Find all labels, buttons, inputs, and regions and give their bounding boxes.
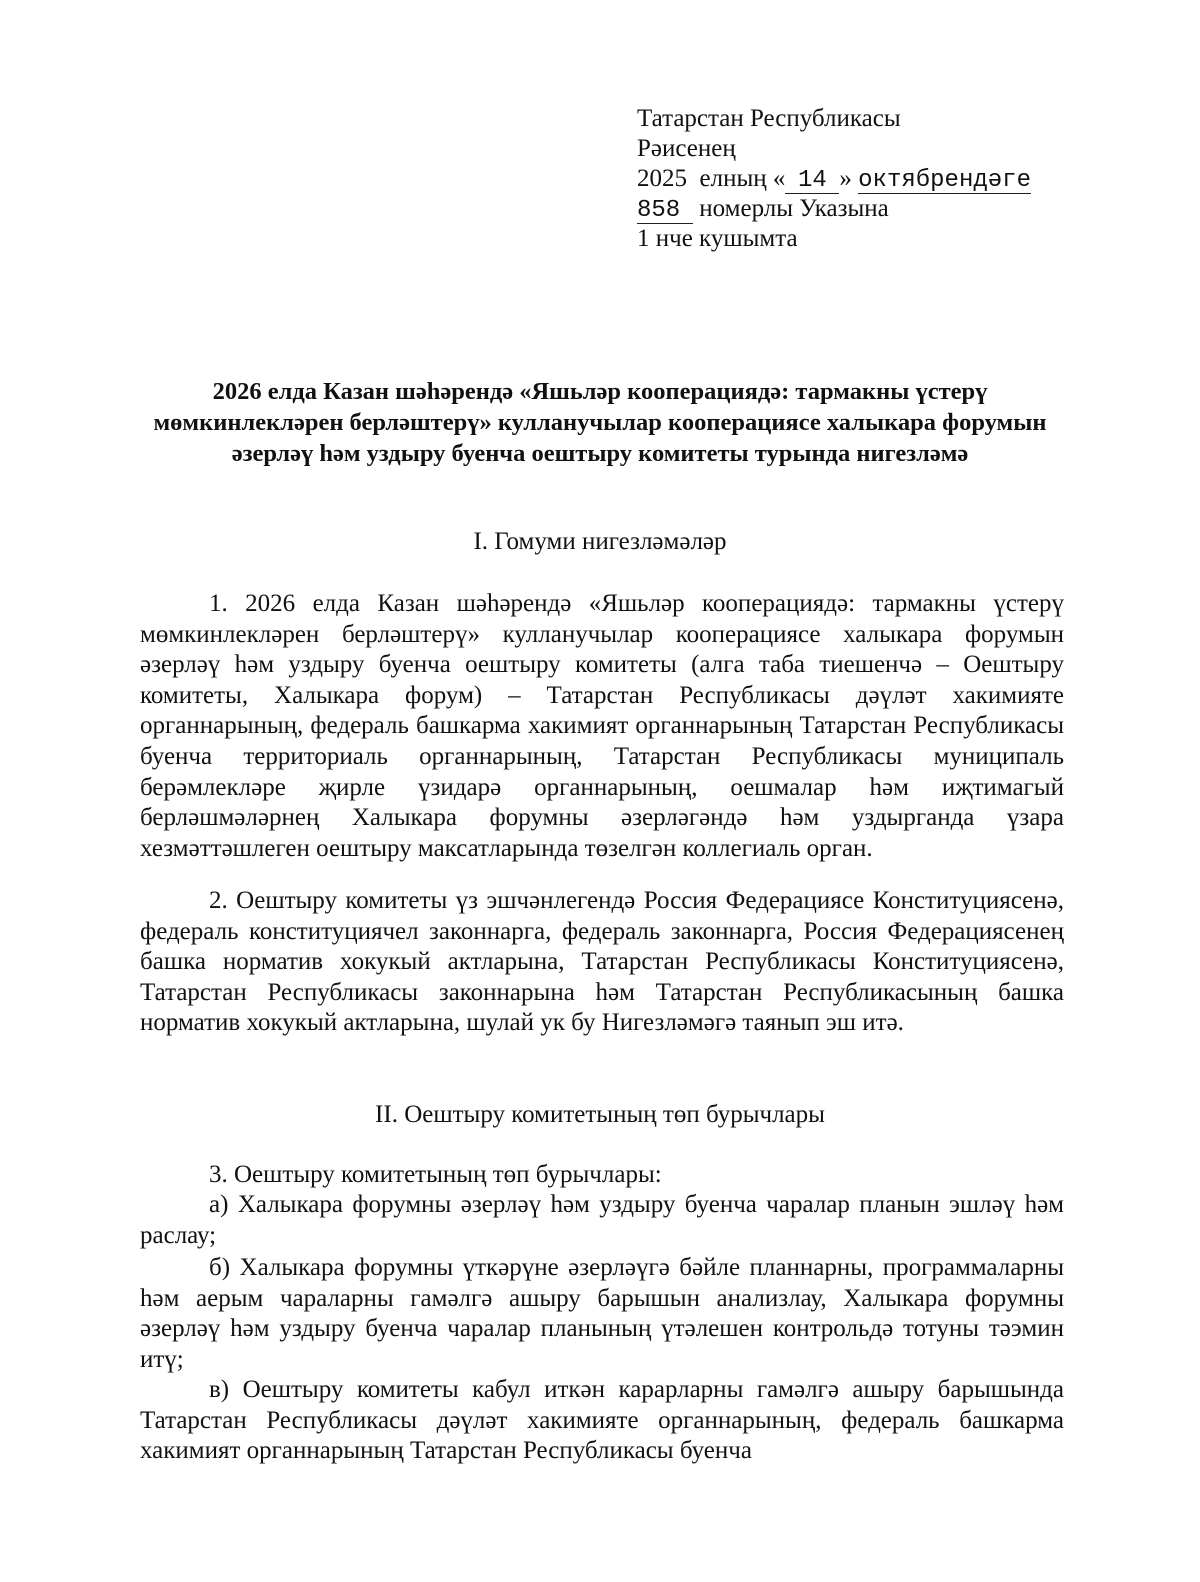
document-title: 2026 елда Казан шәһәрендә «Яшьләр кооперациядә: тармакны үстерү мөмкинлекләрен берләштерү» кулланучылар кооперациясе халыкара форумын әзерләү һәм уздыру буенча оештыру комитеты турында нигезләмә: [153, 378, 1047, 467]
annex-year-word: елның: [699, 165, 767, 192]
annex-year: 2025: [637, 165, 687, 192]
section-2-heading: II. Оештыру комитетының төп бурычлары: [375, 1101, 825, 1128]
paragraph-3a: а) Халыкара форумны әзерләү һәм уздыру буенча чаралар планын эшләү һәм раслау;: [140, 1191, 1064, 1249]
annex-decree-suffix: номерлы Указына: [699, 195, 889, 222]
annex-decree-line: [637, 194, 1097, 224]
annex-date-line: [637, 164, 1097, 194]
section-1-heading: I. Гомуми нигезләмәләр: [473, 528, 727, 555]
annex-day: 14: [785, 169, 839, 194]
annex-line-5: 1 нче кушымта: [637, 225, 798, 252]
annex-line-2: Рәисенең: [637, 135, 736, 162]
paragraph-3c: в) Оештыру комитеты кабул иткән карарларны гамәлгә ашыру барышында Татарстан Республикасы дәүләт хакимияте органнарының, федераль башкарма хакимият органнарының Татарстан Республикасы буенча: [140, 1376, 1064, 1465]
annex-line-1: Татарстан Республикасы: [637, 105, 901, 132]
paragraph-1: 1. 2026 елда Казан шәһәрендә «Яшьләр кооперациядә: тармакны үстерү мөмкинлекләрен берләштерү» кулланучылар кооперациясе халыкара форумын әзерләү һәм уздыру буенча оештыру комитеты (алга таба тиешенчә – Оештыру комитеты, Халыкара форум) – Татарстан Республикасы дәүләт хакимияте органнарының, федераль башкарма хакимият органнарының Татарстан Республикасы буенча территориаль органнарының, Татарстан Республикасы муниципаль берәмлекләре җирле үзидарә органнарының, оешмалар һәм иҗтимагый берләшмәләрнең Халыкара форумны әзерләгәндә һәм уздырганда үзара хезмәттәшлеген оештыру максатларында төзелгән коллегиаль орган.: [140, 590, 1064, 862]
paragraph-3: 3. Оештыру комитетының төп бурычлары:: [209, 1161, 662, 1188]
paragraph-2: 2. Оештыру комитеты үз эшчәнлегендә Россия Федерациясе Конституциясенә, федераль конституциячел законнарга, федераль законнарга, Россия Федерациясенең башка норматив хокукый актларына, Татарстан Республикасы Конституциясенә, Татарстан Республикасы законнарына һәм Татарстан Республикасының башка норматив хокукый актларына, шулай ук бу Нигезләмәгә таянып эш итә.: [140, 887, 1064, 1037]
annex-quote-open: «: [772, 165, 786, 192]
annex-header: [637, 104, 1097, 254]
annex-decree-number: 858: [637, 199, 693, 224]
annex-quote-close: »: [839, 165, 852, 192]
annex-month: октябрендәге: [858, 167, 1031, 194]
paragraph-3b: б) Халыкара форумны үткәрүне әзерләүгә бәйле планнарны, программаларны һәм аерым чараларны гамәлгә ашыру барышын анализлау, Халыкара форумны әзерләү һәм уздыру буенча чаралар планының үтәлешен контрольдә тотуны тәэмин итү;: [140, 1254, 1064, 1373]
